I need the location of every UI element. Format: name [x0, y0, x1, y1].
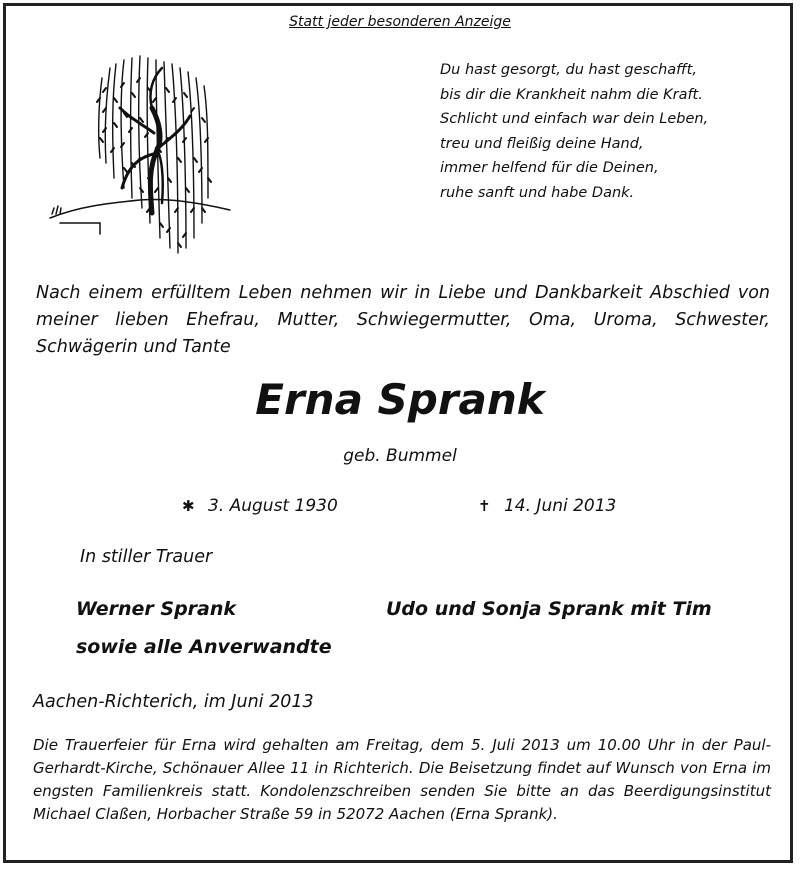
death-date-line [478, 496, 616, 516]
poem-line: immer helfend für die Deinen, [440, 160, 659, 176]
birth-date-line [182, 496, 338, 516]
poem-line: Du hast gesorgt, du hast geschafft, [440, 62, 697, 78]
death-cross-icon: ✝ [478, 497, 491, 515]
intro-text: Nach einem erfülltem Leben nehmen wir in Liebe und Dankbarkeit Abschied von meiner lieben Ehefrau, Mutter, Schwiegermutter, Oma, Uroma, Schwester, Schwägerin und Tante [36, 283, 770, 357]
notice-header: Statt jeder besonderen Anzeige [289, 14, 511, 30]
birth-star-icon: ✱ [182, 497, 195, 515]
funeral-details: Die Trauerfeier für Erna wird gehalten am Freitag, dem 5. Juli 2013 um 10.00 Uhr in der Paul-Gerhardt-Kirche, Schönauer Allee 11 in Richterich. Die Beisetzung findet auf Wunsch von Erna im engsten Familienkreis statt. Kondolenzschreiben senden Sie bitte an das Beerdigungsinstitut Michael Claßen, Horbacher Straße 59 in 52072 Aachen (Erna Sprank). [33, 736, 771, 823]
poem-line: treu und fleißig deine Hand, [440, 135, 644, 152]
poem-line: ruhe sanft und habe Dank. [440, 184, 635, 201]
place-date: Aachen-Richterich, im Juni 2013 [33, 692, 314, 712]
mourning-line: In stiller Trauer [80, 547, 213, 567]
signatory-relatives: sowie alle Anverwandte [76, 636, 332, 658]
poem [440, 58, 708, 205]
signatory-werner: Werner Sprank [76, 598, 237, 620]
poem-line: Schlicht und einfach war dein Leben, [440, 111, 709, 127]
birth-date: 3. August 1930 [207, 496, 338, 516]
signatory-udo-sonja: Udo und Sonja Sprank mit Tim [386, 598, 712, 620]
weeping-willow-tree-icon [40, 38, 240, 263]
death-date: 14. Juni 2013 [503, 496, 617, 516]
maiden-name: geb. Bummel [343, 446, 457, 466]
poem-line: bis dir die Krankheit nahm die Kraft. [440, 86, 703, 103]
deceased-name: Erna Sprank [255, 375, 545, 424]
